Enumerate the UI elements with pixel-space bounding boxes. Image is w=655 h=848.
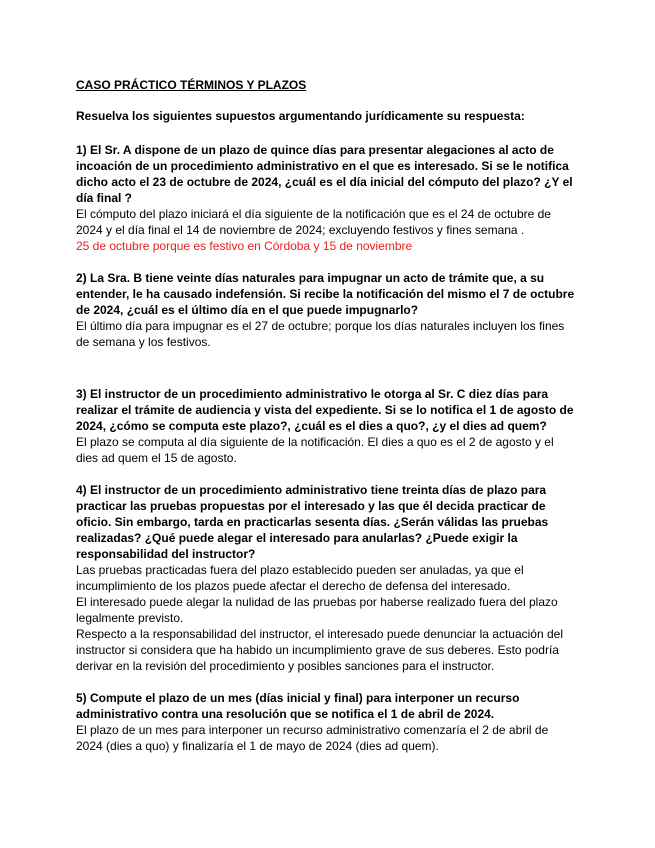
question-block-1	[76, 142, 578, 254]
answer-4-text-2: El interesado puede alegar la nulidad de las pruebas por haberse realizado fuera del plazo legalmente previsto.	[76, 595, 558, 625]
spacer	[76, 254, 578, 270]
answer-2-text: El último día para impugnar es el 27 de octubre; porque los días naturales incluyen los fines de semana y los festivos.	[76, 319, 565, 349]
spacer	[76, 350, 578, 386]
document-intro: Resuelva los siguientes supuestos argumentando jurídicamente su respuesta:	[76, 109, 525, 123]
spacer	[76, 466, 578, 482]
answer-1-text: El cómputo del plazo iniciará el día siguiente de la notificación que es el 24 de octubre de 2024 y el día final el 14 de noviembre de 2024; excluyendo festivos y fines semana .	[76, 207, 551, 237]
document-page	[76, 78, 578, 754]
answer-5-text: El plazo de un mes para interponer un recurso administrativo comenzaría el 2 de abril de 2024 (dies a quo) y finalizaría el 1 de mayo de 2024 (dies ad quem).	[76, 723, 549, 753]
question-4-text: 4) El instructor de un procedimiento administrativo tiene treinta días de plazo para practicar las pruebas propuestas por el interesado y las que él decida practicar de oficio. Sin embargo, tarda en practicarlas sesenta días. ¿Serán válidas las pruebas realizadas? ¿Qué puede alegar el interesado para anularlas? ¿Puede exigir la responsabilidad del instructor?	[76, 483, 549, 561]
question-2-text: 2) La Sra. B tiene veinte días naturales para impugnar un acto de trámite que, a su entender, le ha causado indefensión. Si recibe la notificación del mismo el 7 de octubre de 2024, ¿cuál es el último día en el que puede impugnarlo?	[76, 271, 575, 317]
question-block-4	[76, 482, 578, 674]
question-5-text: 5) Compute el plazo de un mes (días inicial y final) para interponer un recurso administrativo contra una resolución que se notifica el 1 de abril de 2024.	[76, 691, 520, 721]
question-3-text: 3) El instructor de un procedimiento administrativo le otorga al Sr. C diez días para realizar el trámite de audiencia y vista del expediente. Si se lo notifica el 1 de agosto de 2024, ¿cómo se computa este plazo?, ¿cuál es el dies a quo?, ¿y el dies ad quem?	[76, 387, 574, 433]
question-block-5	[76, 690, 578, 754]
question-1-text: 1) El Sr. A dispone de un plazo de quince días para presentar alegaciones al acto de incoación de un procedimiento administrativo en el que es interesado. Si se le notifica dicho acto el 23 de octubre de 2024, ¿cuál es el día inicial del cómputo del plazo? ¿Y el día final ?	[76, 143, 573, 205]
answer-4-text-3: Respecto a la responsabilidad del instructor, el interesado puede denunciar la actuación del instructor si considera que ha habido un incumplimiento grave de sus deberes. Esto podría derivar en la revisión del procedimiento y posibles sanciones para el instructor.	[76, 627, 563, 673]
document-title: CASO PRÁCTICO TÉRMINOS Y PLAZOS	[76, 78, 307, 92]
answer-3-text: El plazo se computa al día siguiente de la notificación. El dies a quo es el 2 de agosto y el dies ad quem el 15 de agosto.	[76, 435, 554, 465]
answer-4-text-1: Las pruebas practicadas fuera del plazo establecido pueden ser anuladas, ya que el incumplimiento de los plazos puede afectar el derecho de defensa del interesado.	[76, 563, 524, 593]
answer-1-correction: 25 de octubre porque es festivo en Córdoba y 15 de noviembre	[76, 239, 413, 253]
spacer	[76, 674, 578, 690]
question-block-3	[76, 386, 578, 466]
question-block-2	[76, 270, 578, 350]
